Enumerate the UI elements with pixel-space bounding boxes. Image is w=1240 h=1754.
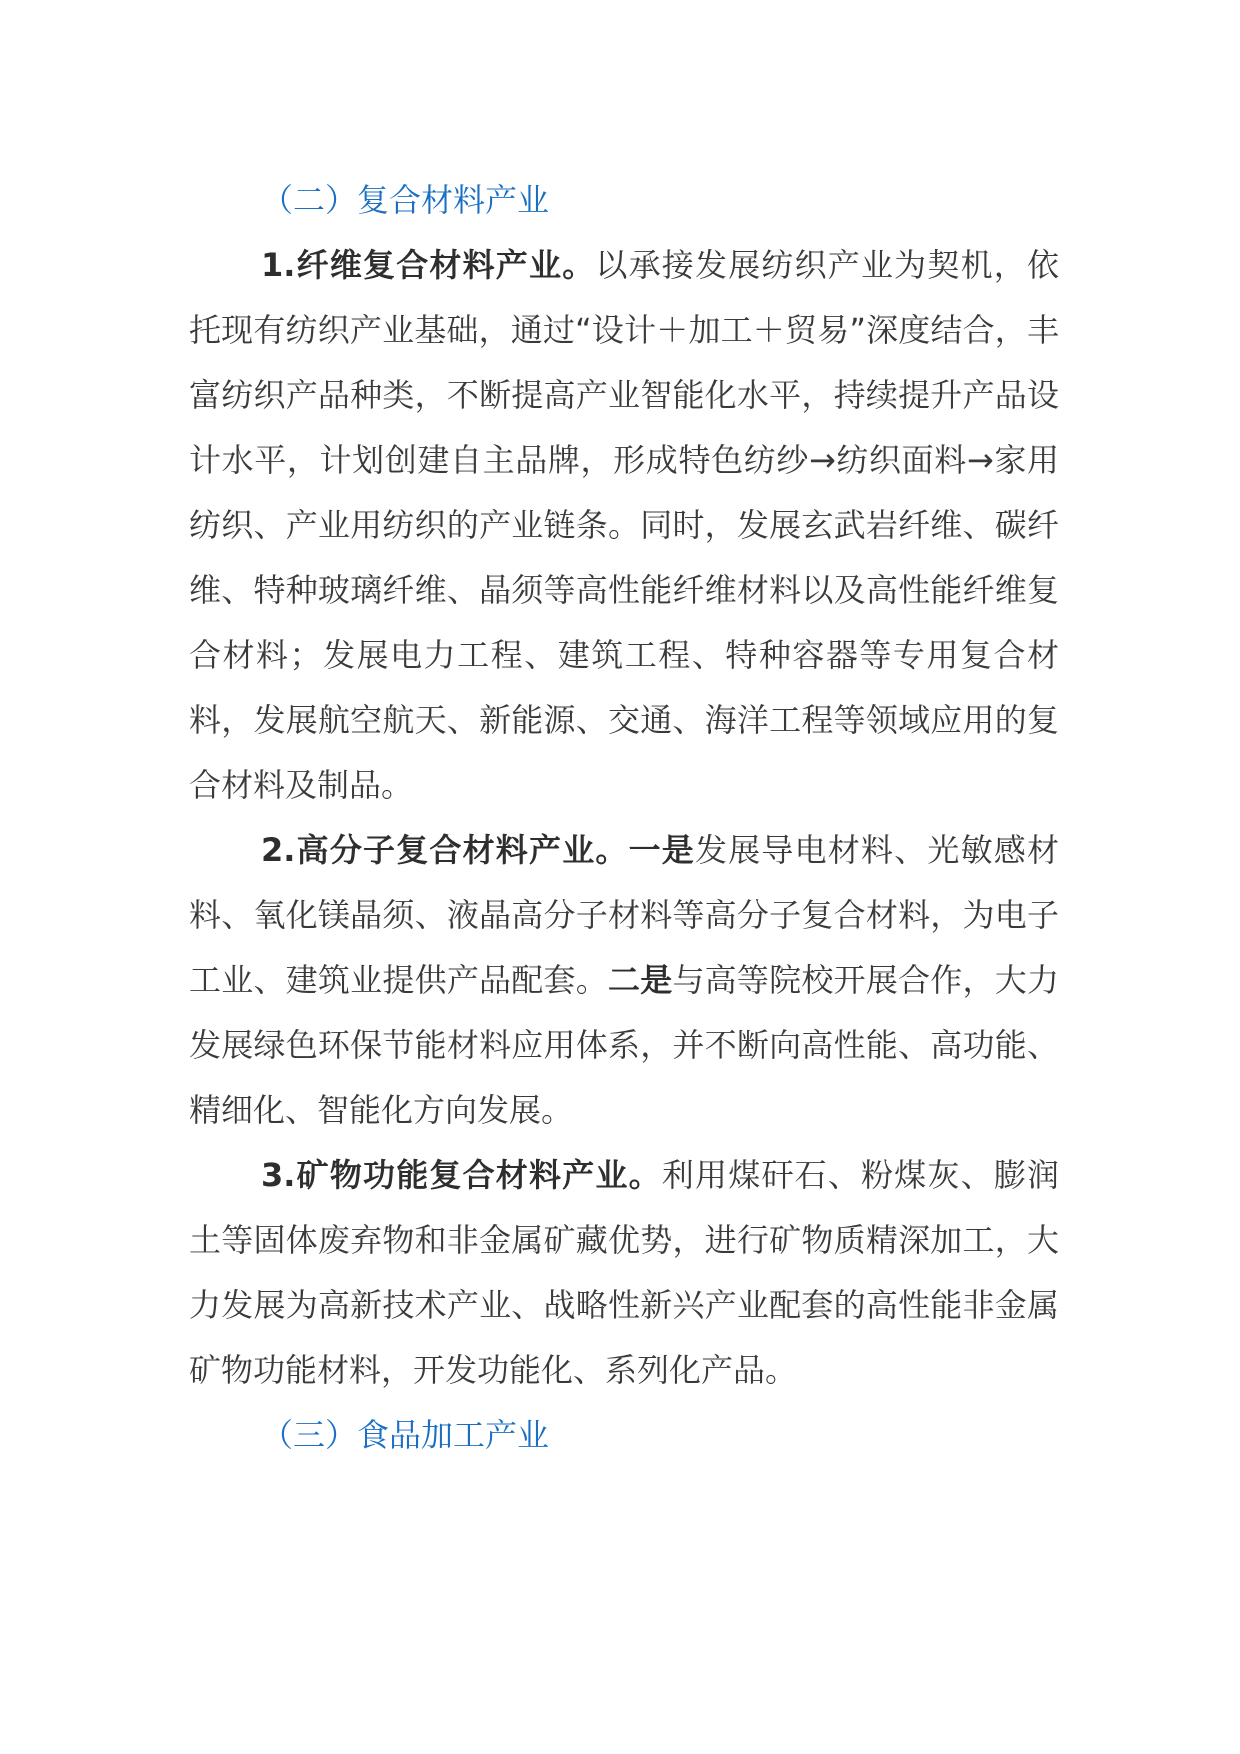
document-content [189,168,1059,1468]
paragraph-mineral-composite [189,1143,1059,1403]
section-heading-food-processing: （三）食品加工产业 [261,1416,550,1454]
body-first: 发展导电材料、光敏感材料、氧化镁晶须、液晶高分子材料等高分子复合材料，为电子工业、建筑业提供产品配套。 [189,831,1059,999]
label-first: 一是 [628,831,695,869]
body-second: 与高等院校开展合作，大力发展绿色环保节能材料应用体系，并不断向高性能、高功能、精细化、智能化方向发展。 [189,961,1059,1129]
item-body-mineral-composite: 利用煤矸石、粉煤灰、膨润土等固体废弃物和非金属矿藏优势，进行矿物质精深加工，大力发展为高新技术产业、战略性新兴产业配套的高性能非金属矿物功能材料，开发功能化、系列化产品。 [189,1156,1059,1389]
paragraph-polymer-composite [189,818,1059,1143]
paragraph-fiber-composite [189,233,1059,818]
item-title-fiber-composite: 1.纤维复合材料产业。 [261,246,596,284]
section-heading-composite-materials: （二）复合材料产业 [261,181,550,219]
item-body-fiber-composite: 以承接发展纺织产业为契机，依托现有纺织产业基础，通过“设计＋加工＋贸易”深度结合，丰富纺织产品种类，不断提高产业智能化水平，持续提升产品设计水平，计划创建自主品牌，形成特色纺纱→纺织面料→家用纺织、产业用纺织的产业链条。同时，发展玄武岩纤维、碳纤维、特种玻璃纤维、晶须等高性能纤维材料以及高性能纤维复合材料；发展电力工程、建筑工程、特种容器等专用复合材料，发展航空航天、新能源、交通、海洋工程等领域应用的复合材料及制品。 [189,246,1059,804]
item-title-mineral-composite: 3.矿物功能复合材料产业。 [261,1156,662,1194]
label-second: 二是 [607,961,673,999]
item-title-polymer-composite: 2.高分子复合材料产业。 [261,831,629,869]
